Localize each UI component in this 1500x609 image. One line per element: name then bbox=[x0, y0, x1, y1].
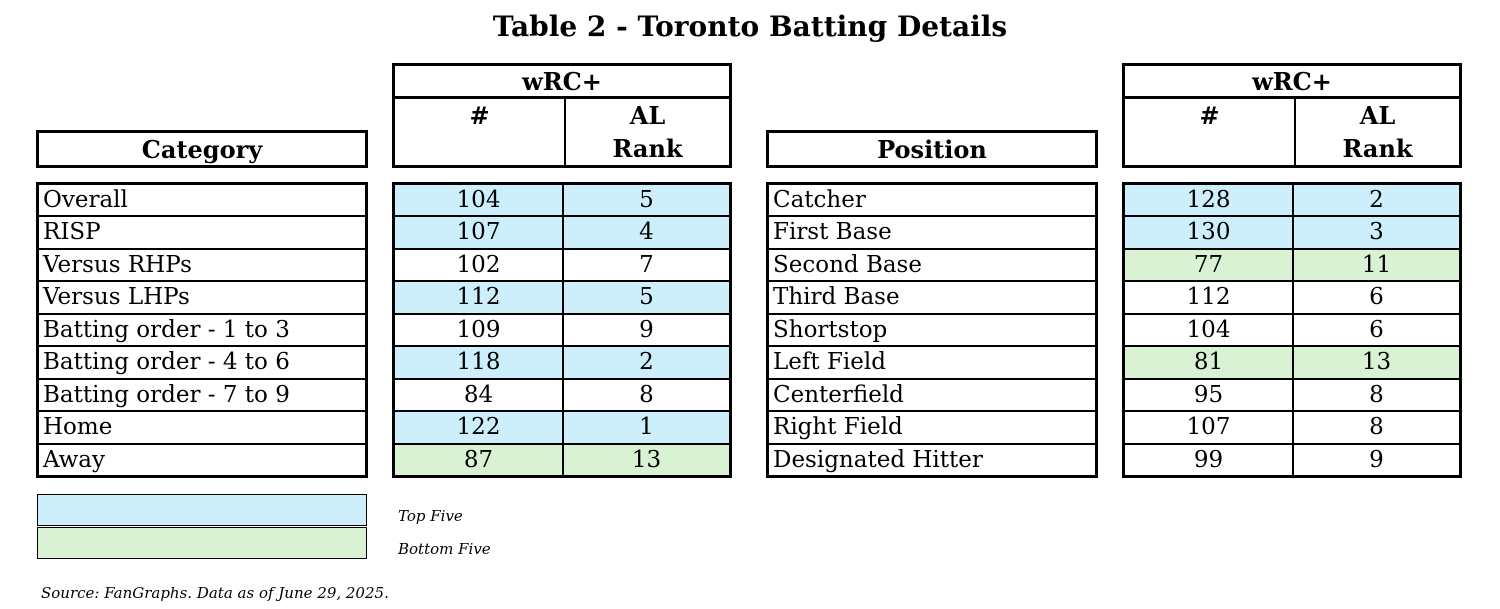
left-num-header: # bbox=[395, 99, 566, 165]
right-num-header: # bbox=[1125, 99, 1296, 165]
position-labels-table bbox=[766, 182, 1098, 478]
category-al-rank-cell: 9 bbox=[564, 315, 729, 347]
position-label-cell: Designated Hitter bbox=[773, 446, 983, 473]
left-wrc-label: wRC+ bbox=[522, 67, 602, 96]
right-rank-header: AL Rank bbox=[1342, 101, 1413, 163]
right-wrc-header bbox=[1122, 63, 1462, 99]
position-wrc-value-cell: 130 bbox=[1125, 217, 1294, 249]
source-note: Source: FanGraphs. Data as of June 29, 2025. bbox=[41, 584, 389, 602]
position-wrc-value-cell: 99 bbox=[1125, 445, 1294, 475]
position-al-rank-cell: 6 bbox=[1294, 282, 1459, 314]
category-wrc-value-cell: 102 bbox=[395, 250, 564, 282]
position-wrc-value-cell: 81 bbox=[1125, 347, 1294, 379]
category-label-cell: Overall bbox=[39, 185, 365, 217]
legend-top-five-swatch bbox=[37, 494, 367, 526]
position-header: Position bbox=[766, 130, 1098, 168]
category-wrc-value-cell: 107 bbox=[395, 217, 564, 249]
category-label-cell: Home bbox=[39, 412, 365, 444]
category-wrc-value-cell: 118 bbox=[395, 347, 564, 379]
category-al-rank-cell: 7 bbox=[564, 250, 729, 282]
position-label-cell: Shortstop bbox=[769, 315, 1095, 347]
position-al-rank-cell: 9 bbox=[1369, 446, 1384, 473]
category-label-cell: Batting order - 7 to 9 bbox=[39, 380, 365, 412]
position-wrc-value-cell: 107 bbox=[1125, 412, 1294, 444]
right-subheader bbox=[1122, 96, 1462, 168]
category-al-rank-cell: 13 bbox=[564, 445, 729, 475]
position-label-cell: Second Base bbox=[769, 250, 1095, 282]
category-label-cell: Versus LHPs bbox=[39, 282, 365, 314]
position-label-cell: Centerfield bbox=[769, 380, 1095, 412]
legend-top-five-label: Top Five bbox=[398, 507, 463, 525]
category-header: Category bbox=[36, 130, 368, 168]
position-al-rank-cell: 8 bbox=[1294, 380, 1459, 412]
position-values-table bbox=[1122, 182, 1462, 478]
category-values-table bbox=[392, 182, 732, 478]
position-al-rank-cell: 2 bbox=[1294, 185, 1459, 217]
position-wrc-value-cell: 77 bbox=[1125, 250, 1294, 282]
category-wrc-value-cell: 109 bbox=[395, 315, 564, 347]
position-wrc-value-cell: 128 bbox=[1125, 185, 1294, 217]
position-label-cell: First Base bbox=[769, 217, 1095, 249]
position-wrc-value-cell: 112 bbox=[1125, 282, 1294, 314]
category-al-rank-cell: 8 bbox=[564, 380, 729, 412]
category-label-cell: Batting order - 4 to 6 bbox=[39, 347, 365, 379]
category-al-rank-cell: 5 bbox=[564, 185, 729, 217]
position-wrc-value-cell: 95 bbox=[1125, 380, 1294, 412]
category-wrc-value-cell: 112 bbox=[395, 282, 564, 314]
position-label-cell: Catcher bbox=[769, 185, 1095, 217]
category-al-rank-cell: 4 bbox=[564, 217, 729, 249]
category-label-cell: Away bbox=[43, 446, 105, 473]
left-wrc-header bbox=[392, 63, 732, 99]
legend-bottom-five-swatch bbox=[37, 527, 367, 559]
position-al-rank-cell: 8 bbox=[1294, 412, 1459, 444]
left-rank-header: AL Rank bbox=[612, 101, 683, 163]
category-wrc-value-cell: 84 bbox=[395, 380, 564, 412]
category-label-cell: Batting order - 1 to 3 bbox=[39, 315, 365, 347]
right-wrc-label: wRC+ bbox=[1252, 67, 1332, 96]
position-al-rank-cell: 3 bbox=[1294, 217, 1459, 249]
position-al-rank-cell: 11 bbox=[1294, 250, 1459, 282]
left-subheader bbox=[392, 96, 732, 168]
category-wrc-value-cell: 122 bbox=[395, 412, 564, 444]
category-label-cell: Versus RHPs bbox=[39, 250, 365, 282]
position-wrc-value-cell: 104 bbox=[1125, 315, 1294, 347]
category-al-rank-cell: 1 bbox=[564, 412, 729, 444]
category-labels-table bbox=[36, 182, 368, 478]
legend-bottom-five-label: Bottom Five bbox=[398, 540, 491, 558]
category-wrc-value-cell: 87 bbox=[395, 445, 564, 475]
position-label-cell: Third Base bbox=[769, 282, 1095, 314]
page-title: Table 2 - Toronto Batting Details bbox=[492, 10, 1008, 43]
position-al-rank-cell: 6 bbox=[1294, 315, 1459, 347]
position-al-rank-cell: 13 bbox=[1294, 347, 1459, 379]
category-al-rank-cell: 5 bbox=[564, 282, 729, 314]
position-label-cell: Left Field bbox=[769, 347, 1095, 379]
category-label-cell: RISP bbox=[39, 217, 365, 249]
category-wrc-value-cell: 104 bbox=[395, 185, 564, 217]
position-label-cell: Right Field bbox=[769, 412, 1095, 444]
category-al-rank-cell: 2 bbox=[564, 347, 729, 379]
